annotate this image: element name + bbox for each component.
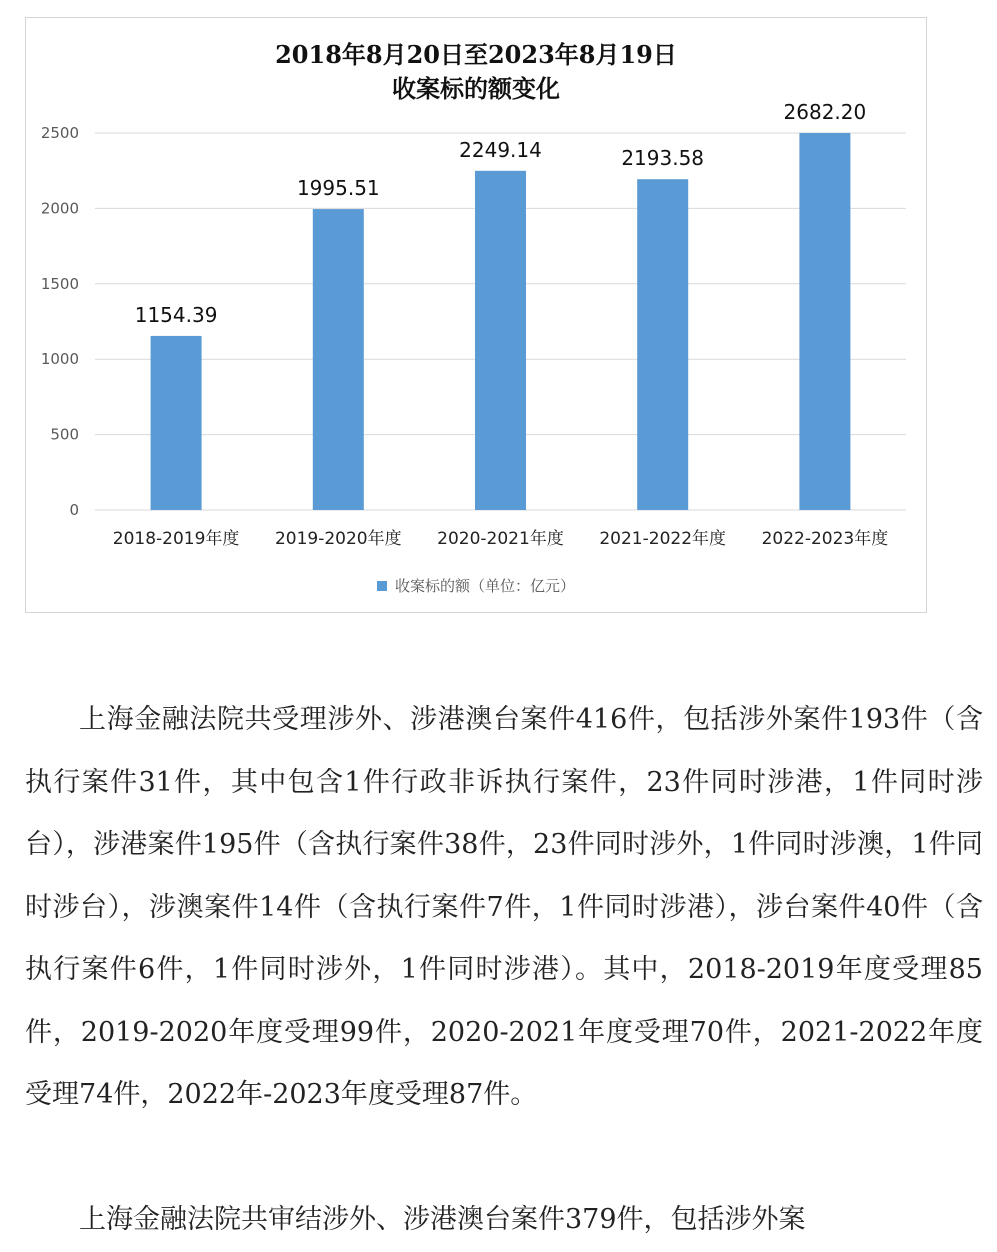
bar [637, 179, 688, 510]
y-tick-label: 1000 [40, 350, 79, 369]
paragraph-2-text: 上海金融法院共审结涉外、涉港澳台案件379件，包括涉外案 [79, 1204, 806, 1235]
x-tick-label: 2022-2023年度 [761, 529, 889, 549]
x-tick-label: 2021-2022年度 [599, 529, 727, 549]
data-label: 2249.14 [459, 137, 542, 162]
x-tick-label: 2020-2021年度 [437, 529, 564, 549]
data-label: 1154.39 [134, 302, 218, 327]
bar [313, 209, 364, 510]
y-tick-label: 1500 [40, 274, 79, 293]
x-tick-label: 2018-2019年度 [112, 529, 240, 549]
bar [151, 336, 202, 510]
data-label: 2682.20 [783, 100, 867, 124]
y-tick-label: 2000 [40, 199, 79, 218]
data-label: 2193.58 [621, 146, 705, 171]
chart-legend [26, 575, 926, 596]
article-paragraph-2 [25, 1189, 983, 1252]
data-label: 1995.51 [296, 176, 380, 201]
x-tick-label: 2019-2020年度 [274, 529, 402, 549]
paragraph-1-text: 上海金融法院共受理涉外、涉港澳台案件416件，包括涉外案件193件（含执行案件31件，其中包含1件行政非诉执行案件，23件同时涉港，1件同时涉台），涉港案件195件（含执行案件38件，23件同时涉外，1件同时涉澳，1件同时涉台），涉澳案件14件（含执行案件7件，1件同时涉港），涉台案件40件（含执行案件6件，1件同时涉外，1件同时涉港）。其中，2018-2019年度受理85件，2019-2020年度受理99件，2020-2021年度受理70件，2021-2022年度受理74件，2022年-2023年度受理87件。 [25, 704, 983, 1110]
bar [475, 171, 526, 510]
chart-title-line-2: 收案标的额变化 [392, 74, 560, 103]
bar-chart [26, 18, 926, 612]
legend-swatch [377, 581, 387, 591]
bar [799, 133, 850, 510]
y-tick-label: 0 [69, 501, 79, 519]
chart-title-line-1: 2018年8月20日至2023年8月19日 [275, 40, 677, 69]
y-tick-label: 2500 [40, 124, 79, 142]
legend-label: 收案标的额（单位：亿元） [394, 577, 575, 595]
y-tick-label: 500 [50, 425, 79, 444]
chart-container [25, 17, 927, 613]
article-paragraph-1 [25, 689, 983, 1127]
